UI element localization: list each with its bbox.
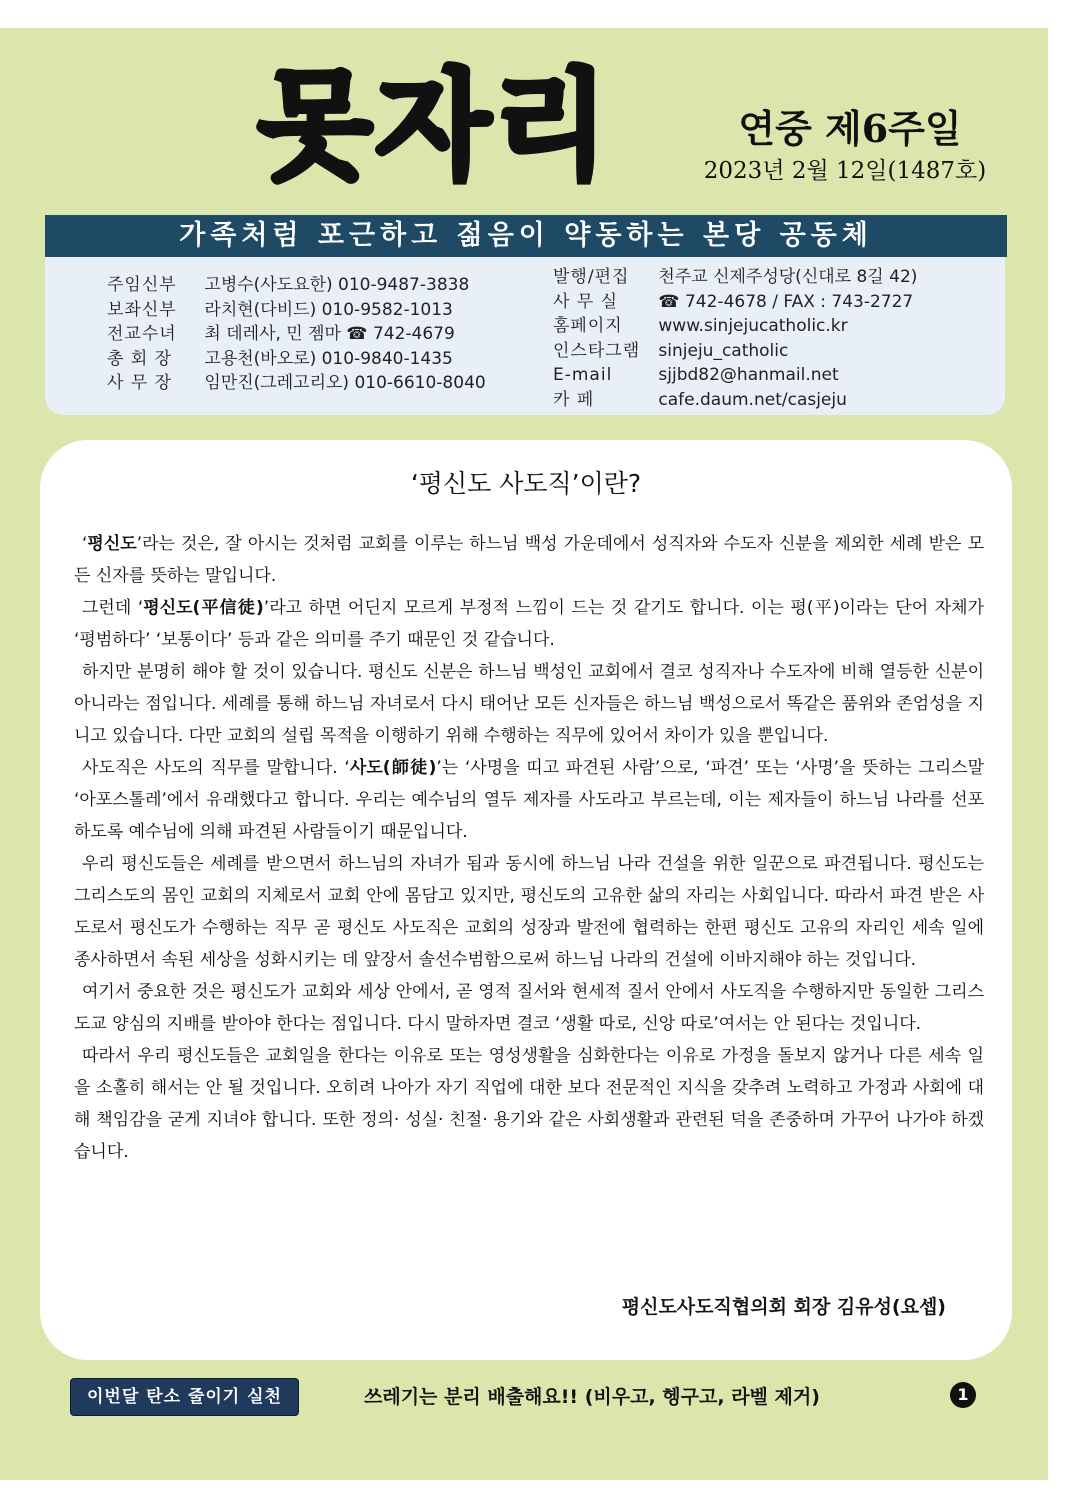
staff-list	[107, 273, 486, 396]
issue-title: 연중 제6주일	[738, 106, 962, 151]
staff-phone: 010-9840-1435	[321, 348, 453, 369]
text-run: 사도직은 사도의 직무를 말합니다. ‘	[82, 758, 350, 778]
staff-row	[107, 371, 486, 396]
homepage-link[interactable]: www.sinjejucatholic.kr	[658, 316, 848, 336]
publisher-row	[553, 339, 917, 364]
paragraph: 따라서 우리 평신도들은 교회일을 한다는 이유로 또는 영성생활을 심화한다는 이유로 가정을 돌보지 않거나 다른 세속 일을 소홀히 해서는 안 될 것입니다. 오히려 나아가 자기 직업에 대한 보다 전문적인 지식을 갖추려 노력하고 가정과 사회에 대해 책임감을 굳게 지녀야 합니다. 또한 정의· 성실· 친절· 용기와 같은 사회생활과 관련된 덕을 존중하며 가꾸어 나가야 하겠습니다.	[74, 1046, 984, 1162]
newsletter-logo	[225, 55, 645, 195]
instagram-link[interactable]: sinjeju_catholic	[658, 340, 789, 361]
carbon-campaign-text: 쓰레기는 분리 배출해요!! (비우고, 헹구고, 라벨 제거)	[364, 1386, 820, 1408]
publisher-row	[553, 363, 917, 388]
paragraph	[74, 528, 984, 592]
article-signature: 평신도사도직협의회 회장 김유성(요셉)	[621, 1296, 946, 1318]
publisher-info	[553, 265, 917, 412]
staff-phone: ☎ 742-4679	[346, 324, 455, 344]
staff-role: 주임신부	[107, 275, 177, 295]
paragraph	[74, 592, 984, 656]
staff-role: 보좌신부	[107, 299, 177, 320]
carbon-campaign-tag: 이번달 탄소 줄이기 실천	[70, 1378, 299, 1416]
text-run: ‘	[82, 534, 88, 554]
bold-term: 평신도	[87, 534, 137, 554]
staff-row	[107, 298, 486, 323]
publisher-label: 인스타그램	[553, 340, 641, 361]
issue-date: 2023년 2월 12일(1487호)	[703, 158, 987, 184]
publisher-value: ☎ 742-4678 / FAX : 743-2727	[658, 291, 914, 312]
publisher-label: 홈페이지	[553, 316, 623, 336]
text-run: ’라고 하면 어딘지 모르게 부정적 느낌이 드는 것 같기도 합니다. 이는 평(平)이라는 단어 자체가 ‘평범하다’ ‘보통이다’ 등과 같은 의미를 주기 때문인 것 같습니다.	[74, 598, 985, 650]
publisher-label: E-mail	[553, 365, 613, 385]
publisher-row	[553, 265, 917, 290]
article	[40, 440, 1012, 1360]
article-body	[74, 528, 984, 1168]
staff-row	[107, 322, 486, 347]
paragraph: 우리 평신도들은 세례를 받으면서 하느님의 자녀가 됨과 동시에 하느님 나라 건설을 위한 일꾼으로 파견됩니다. 평신도는 그리스도의 몸인 교회의 지체로서 교회 안에 몸담고 있지만, 평신도의 고유한 삶의 자리는 사회입니다. 따라서 파견 받은 사도로서 평신도가 수행하는 직무 곧 평신도 사도직은 교회의 성장과 발전에 협력하는 한편 평신도 고유의 자리인 세속 일에 종사하면서 속된 세상을 성화시키는 데 앞장서 솔선수범함으로써 하느님 나라의 건설에 이바지해야 하는 것입니다.	[74, 854, 984, 970]
page-number: 1	[950, 1382, 976, 1408]
text-run: 그런데 ‘	[82, 598, 144, 618]
email-link[interactable]: sjjbd82@hanmail.net	[658, 365, 839, 385]
svg-text:못자리: 못자리	[258, 57, 612, 195]
staff-name: 고용천(바오로)	[204, 348, 317, 369]
publisher-value: 천주교 신제주성당(신대로 8길 42)	[658, 267, 918, 287]
paragraph	[74, 752, 984, 848]
publisher-label: 발행/편집	[553, 267, 630, 287]
publisher-row	[553, 314, 917, 339]
staff-name: 고병수(사도요한)	[204, 275, 333, 295]
staff-phone: 010-9582-1013	[321, 299, 453, 320]
staff-role: 사 무 장	[107, 373, 173, 393]
staff-name: 임만진(그레고리오)	[204, 373, 350, 393]
staff-role: 총 회 장	[107, 348, 173, 369]
publisher-row	[553, 388, 917, 413]
staff-name: 최 데레사, 민 젬마	[204, 324, 341, 344]
cafe-link[interactable]: cafe.daum.net/casjeju	[658, 389, 847, 410]
staff-role: 전교수녀	[107, 324, 177, 344]
parish-info-box	[45, 257, 1005, 415]
article-title: ‘평신도 사도직’이란?	[410, 469, 642, 498]
paragraph: 하지만 분명히 해야 할 것이 있습니다. 평신도 신분은 하느님 백성인 교회에서 결코 성직자나 수도자에 비해 열등한 신분이 아니라는 점입니다. 세례를 통해 하느님 자녀로서 다시 태어난 모든 신자들은 하느님 백성으로서 똑같은 품위와 존엄성을 지니고 있습니다. 다만 교회의 설립 목적을 이행하기 위해 수행하는 직무에 있어서 차이가 있을 뿐입니다.	[74, 662, 984, 746]
staff-phone: 010-9487-3838	[338, 275, 470, 295]
staff-name: 라치현(다비드)	[204, 299, 317, 320]
publisher-label: 카 페	[553, 389, 595, 410]
text-run: ’는 ‘사명을 띠고 파견된 사람’으로, ‘파견’ 또는 ‘사명’을 뜻하는 그리스말 ‘아포스톨레’에서 유래했다고 합니다. 우리는 예수님의 열두 제자를 사도라고 부르는데, 이는 제자들이 하느님 나라를 선포하도록 예수님에 의해 파견된 사람들이기 때문입니다.	[74, 758, 984, 842]
parish-motto: 가족처럼 포근하고 젊음이 약동하는 본당 공동체	[45, 215, 1007, 257]
text-run: ’라는 것은, 잘 아시는 것처럼 교회를 이루는 하느님 백성 가운데에서 성직자와 수도자 신분을 제외한 세례 받은 모든 신자를 뜻하는 말입니다.	[74, 534, 984, 586]
bold-term: 사도(師徒)	[349, 758, 437, 778]
staff-row	[107, 273, 486, 298]
footer	[70, 1378, 990, 1416]
paragraph: 여기서 중요한 것은 평신도가 교회와 세상 안에서, 곧 영적 질서와 현세적 질서 안에서 사도직을 수행하지만 동일한 그리스도교 양심의 지배를 받아야 한다는 점입니다. 다시 말하자면 결코 ‘생활 따로, 신앙 따로’여서는 안 된다는 것입니다.	[74, 982, 984, 1034]
publisher-label: 사 무 실	[553, 291, 619, 312]
publisher-row	[553, 290, 917, 315]
staff-phone: 010-6610-8040	[354, 373, 486, 393]
bold-term: 평신도(平信徒)	[143, 598, 264, 618]
staff-row	[107, 347, 486, 372]
